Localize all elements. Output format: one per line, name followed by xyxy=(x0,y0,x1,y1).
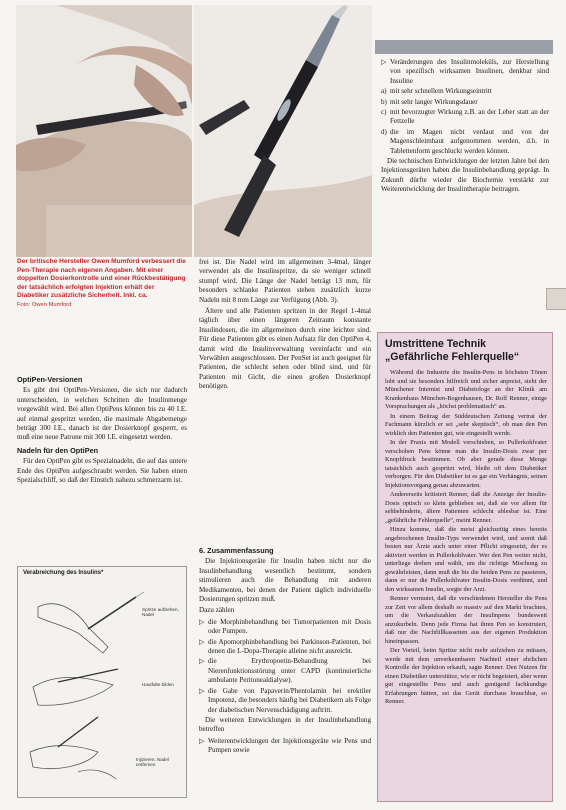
insulin-list xyxy=(381,58,549,156)
list-item xyxy=(199,638,371,657)
figure-label-3: Injizieren, Nadel entfernen xyxy=(136,757,169,768)
bullet-arrow-icon: ▷ xyxy=(199,637,205,646)
list-item-text: die Apomorphinbehandlung bei Parkinson-Patienten, bei denen die L-Dopa-Therapie alleine nicht ausreicht. xyxy=(208,637,371,656)
list-item xyxy=(199,657,371,685)
list-item xyxy=(381,128,549,156)
column-1 xyxy=(17,372,187,487)
section-header-bar xyxy=(375,40,553,54)
list-item xyxy=(199,737,371,756)
summary-list-2 xyxy=(199,737,371,756)
heading-zusammenfassung: 6. Zusammenfassung xyxy=(199,546,274,555)
photo-caption xyxy=(17,258,187,310)
photo-pen-injection-image xyxy=(16,5,192,257)
list-item xyxy=(381,108,549,127)
figure-label-1: Spritze aufziehen, Nadel xyxy=(142,607,179,618)
list-item-text: mit bevorzugter Wirkung z.B. an der Leber statt an der Fettzelle xyxy=(390,108,549,126)
list-item xyxy=(381,58,549,86)
column-2 xyxy=(199,258,371,394)
paragraph: Ältere und alle Patienten spritzen in der Regel 1-4mal täglich über einen längeren Zeitraum konstante Insulindosen, die im allgemeinen durch eine leichter sind. Für diese Patienten gibt es einen Aufsatz für den OptiPen 4, damit wird die Insulinverwaltung vereinfacht und ein Verwählen ausgeschlossen. Der PenSet ist auch geeignet für Patienten, die schlecht sehen oder blind sind, und für Patienten mit Gicht, die einen großen Dosierknopf benötigen. xyxy=(199,307,371,391)
heading-optipen-versionen: OptiPen-Versionen xyxy=(17,375,83,384)
list-marker: d) xyxy=(381,127,387,136)
photo-pen-device xyxy=(194,5,372,257)
paragraph: Hinzu komme, daß die meist gleichzeitig eines bereits angebrochenen Insulin-Typs verwendet wird, und somit daß besten nur Ärzte auch unter einer Pflicht eingesetzt, der es aktiviert werden in Pullerkohlvater. Wer den Pen weiter nicht, unterliege drehen und wählt, um die richtige Mischung zu gewährleisten, dann muß die bis die beiden Pens zu passieren, dann er nur die Pullerkohlvater Insulin-Dosis verdünnt, und den wirksamen Insulin, sorgte der Arzt. xyxy=(385,526,547,593)
list-item xyxy=(199,687,371,715)
bullet-arrow-icon: ▷ xyxy=(199,736,205,745)
list-item-text: Weiterentwicklungen der Injektionsgeräte wie Pens und Pumpen sowie xyxy=(208,736,371,755)
caption-credit: Foto: Owen Mumford xyxy=(17,301,72,308)
paragraph: Die weiteren Entwicklungen in der Insulinbehandlung betreffen xyxy=(199,715,371,734)
list-item xyxy=(381,98,549,107)
list-item xyxy=(381,87,549,96)
list-item-text: mit sehr schnellem Wirkungseintritt xyxy=(390,87,492,96)
column-2-summary xyxy=(199,543,371,757)
figure-label-2: Hautfalte bilden xyxy=(142,682,174,687)
list-item xyxy=(199,618,371,637)
paragraph: Renner vermutet, daß die verschiedenen Hersteller die Pens zur Zeit vor allem deshalb so massiv auf den Markt brachten, um die Verkaufszahlen der Insulinpens bundesweit anzukurbeln. Denn jede Firma hat ihren Pen so konstruiert, daß nur die Nachfüllkassetten aus der eigenen Produktion hineinpassen. xyxy=(385,595,547,645)
paragraph: frei ist. Die Nadel wird im allgemeinen 3-4mal, länger verwendet als die Insulinspritze, da sie weniger schnell stumpf wird. Die Länge der Nadel beträgt 13 mm, für besonders schlanke Patienten stehen zusätzlich kurze Nadeln mit 8 mm Länge zur Verfügung (Abb. 3). xyxy=(199,258,371,304)
sidebar-box xyxy=(377,332,553,802)
list-item-text: mit sehr langer Wirkungsdauer xyxy=(390,97,478,106)
list-item-text: die Morphinbehandlung bei Tumorpatienten mit Dosis oder Pumpen. xyxy=(208,617,371,636)
list-item-text: Veränderungen des Insulinmoleküls, zur Herstellung von spezifisch wirksamen Insulinen, denkbar sind Insuline xyxy=(390,58,549,85)
bullet-arrow-icon: ▷ xyxy=(199,657,205,666)
paragraph: Die technischen Entwicklungen der letzten Jahre bei den Injektionsgeräten haben die Insulinbehandlung geprägt. In Zukunft dürfte wieder die Biochemie verstärkt zur Weiterentwicklung der Insulintherapie beitragen. xyxy=(381,157,549,194)
sidebar-subtitle: „Gefährliche Fehlerquelle“ xyxy=(385,351,520,363)
photo-pen-injection xyxy=(16,5,192,257)
figure-title: Verabreichung des Insulins* xyxy=(23,570,104,576)
paragraph: Andererseits kritisiert Renner, daß die Anzeige der Insulin-Dosis optisch so klein geblieben sei, daß sie vor allem für sehbehinderte, ältere Patienten schlecht ablesbar ist. Eine „gefährliche Fehlerquelle“, meint Renner. xyxy=(385,491,547,524)
list-item-text: die im Magen nicht verdaut und von der Magenschleimhaut aufgenommen werden, d.h. in Tablettenform geschluckt werden können. xyxy=(390,127,549,155)
paragraph: Die Injektionsgeräte für Insulin haben nicht nur die Insulinbehandlung wesentlich bestimmt, sondern stimulieren auch die Behandlung mit anderen Medikamenten, bei denen der Patient täglich individuelle Dosierungen spritzen muß. xyxy=(199,557,371,604)
sidebar-title: Umstrittene Technik xyxy=(385,338,487,350)
summary-list xyxy=(199,618,371,715)
column-3 xyxy=(381,58,549,197)
paragraph: Während die Industrie die Insulin-Pens in höchsten Tönen lobt und sie besonders hilfreich und sicher anpreist, sieht der Münchener Internist und Diabetologe an der Klinik am Krankenhaus München-Bogenhausen, Dr. Rolf Renner, einige Vorsprachungen als „höchst problematisch“ an. xyxy=(385,369,547,410)
list-item-text: die Gabe von Papaverin/Phentolamin bei erektiler Impotenz, die besonders häufig bei Diabetikern als Folge der diabetischen Nervenschädigung auftritt. xyxy=(208,686,371,714)
bullet-arrow-icon: ▷ xyxy=(199,617,205,626)
caption-text: Der britische Hersteller Owen Mumford verbessert die Pen-Therapie nach eigenen Angaben. Mit einer doppelten Dosierkontrolle und einer Rückbestätigung der tatsächlich erfolgten Injektion erhält der Diabetiker zusätzliche Sicherheit. Inkl. ca. xyxy=(17,258,186,300)
paragraph: Der Vorteil, beim Spritze nicht mehr aufziehen zu müssen, werde mit dem unverkennbaren Nachteil einer ehrlichen Kontrolle der Injektion erkauft, sagte Renner. Den Nutzen für einen Diabetiker unterstütze, wie er nicht begeistert, aber wenn gut eingestellte Pens und auch genügend fachkundige Erfahrungen hätten, sei das Gerät durchaus brauchbar, so Renner. xyxy=(385,647,547,705)
list-marker: a) xyxy=(381,87,387,96)
list-marker: c) xyxy=(381,108,387,117)
paragraph: In der Praxis mit Modell verschieben, so Pullerkohlvater verschoben Pens könne man die Insulin-Dosis zwar per Knopfdruck bestimmen. Ob aber gerade diese Menge tatsächlich auch gespritzt wird, bleibt oft dem Diabetiker verborgen. Für den Diabetiker ist es gar ein Verhängnis, seinen Injektionsvorgang genau abzuwarten. xyxy=(385,439,547,489)
injection-figure xyxy=(17,566,187,798)
paragraph: Dazu zählen xyxy=(199,606,235,615)
sidebar-body xyxy=(385,369,547,708)
page-edge-tab xyxy=(546,288,566,310)
paragraph: In einem Beitrag der Süddeutschen Zeitung vertrat der Fachmann kürzlich er sei „sehr skeptisch“, ob man den Pen wirklich den Patienten gut, wie eingestellt werde. xyxy=(385,412,547,437)
heading-nadeln: Nadeln für den OptiPen xyxy=(17,445,99,455)
list-item-text: die Erythropoetin-Behandlung bei Nierenfunktionsstörung unter CAPD (kontinuierliche ambulante Peritonealdialyse). xyxy=(208,657,371,685)
list-marker: ▷ xyxy=(381,58,387,66)
bullet-arrow-icon: ▷ xyxy=(199,686,205,695)
list-marker: b) xyxy=(381,97,387,106)
photo-pen-device-image xyxy=(194,5,372,257)
paragraph: Es gibt drei OptiPen-Versionen, die sich nur dadurch unterscheiden, in welchen Schritten die Insulinmenge vorgewählt wird. Bei allen OptiPens können bis zu 40 I.E. auf einmal gespritzt werden, die maximale Abgabemenge beträgt 300 I.E., danach ist der Dosierknopf gesperrt, es muß eine neue Patrone mit 300 I.E. eingesetzt werden. xyxy=(17,386,187,442)
paragraph: Für den OptiPen gibt es Spezialnadeln, die auf das untere Ende des OptiPen aufgeschraubt werden. Sie haben einen Spezialschliff, so daß der Einstich nahezu schmerzarm ist. xyxy=(17,457,187,485)
